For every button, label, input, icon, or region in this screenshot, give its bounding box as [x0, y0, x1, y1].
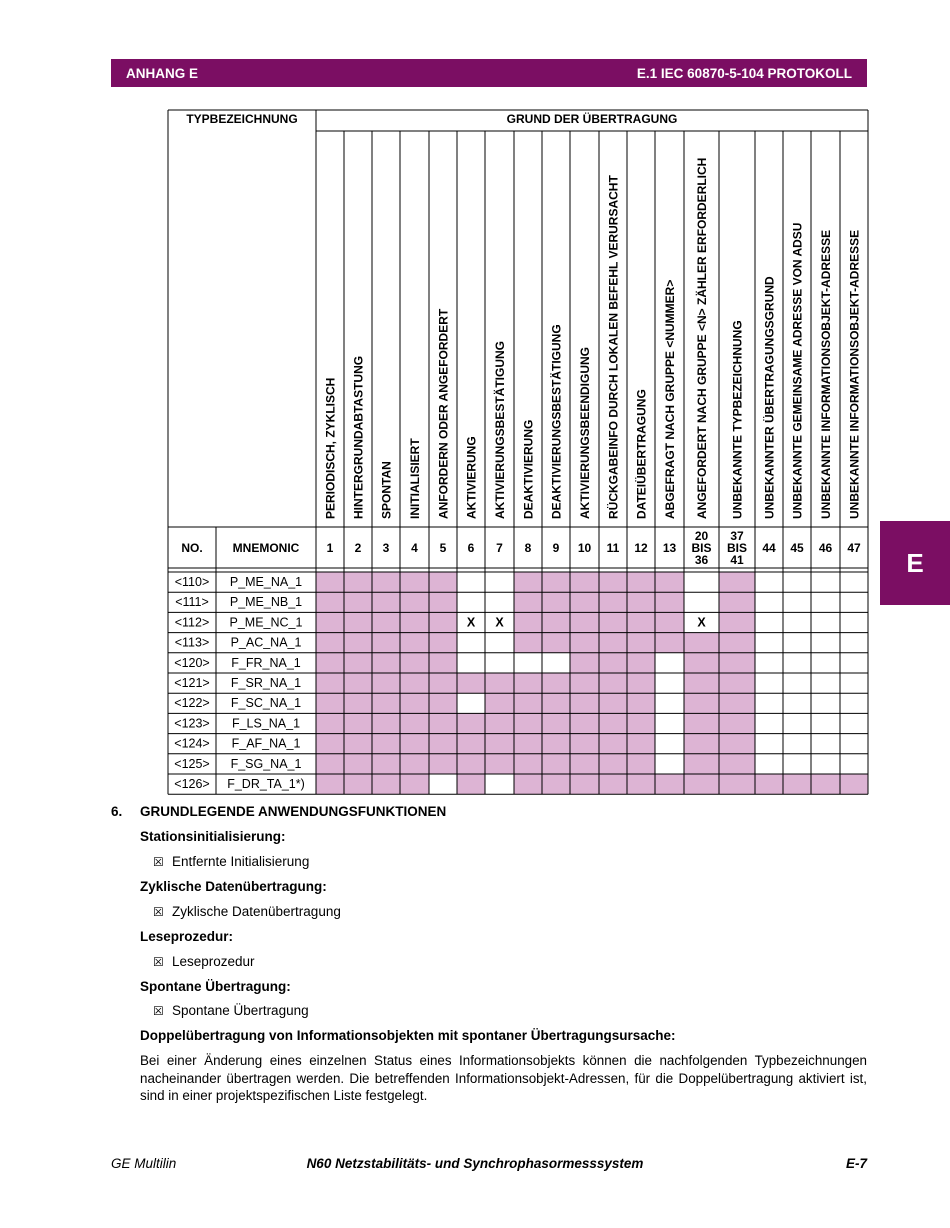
shaded-cell: [655, 612, 684, 632]
shaded-cell: [599, 693, 627, 713]
column-header-label: DATEIÜBERTRAGUNG: [634, 389, 649, 519]
shaded-cell: [400, 713, 429, 733]
row-mnemonic: F_LS_NA_1: [231, 716, 301, 731]
header-appendix-label: ANHANG E: [126, 66, 199, 81]
row-type-number: <112>: [174, 615, 210, 630]
column-number: 37: [730, 529, 744, 543]
shaded-cell: [400, 673, 429, 693]
row-mnemonic: F_SG_NA_1: [230, 756, 302, 771]
column-header-label: RÜCKGABEINFO DURCH LOKALEN BEFEHL VERURSACHT: [606, 175, 621, 519]
shaded-cell: [400, 693, 429, 713]
shaded-cell: [457, 734, 485, 754]
footer-page-number: E-7: [845, 1156, 867, 1171]
shaded-cell: [372, 774, 400, 794]
subheading-cyclic-transfer: Zyklische Datenübertragung:: [140, 879, 327, 894]
shaded-cell: [570, 572, 599, 592]
shaded-cell: [316, 612, 344, 632]
column-number: 1: [326, 541, 334, 555]
column-number: 7: [496, 541, 503, 555]
shaded-cell: [684, 754, 719, 774]
checked-box-icon: ☒: [153, 855, 164, 869]
shaded-cell: [316, 633, 344, 653]
column-number: 2: [354, 541, 362, 555]
row-type-number: <123>: [174, 716, 210, 731]
shaded-cell: [344, 774, 372, 794]
shaded-cell: [542, 754, 570, 774]
shaded-cell: [514, 673, 542, 693]
cell-mark-x: X: [466, 615, 476, 630]
header-transmission-cause: GRUND DER ÜBERTRAGUNG: [506, 112, 678, 126]
shaded-cell: [344, 633, 372, 653]
column-number: 13: [662, 541, 677, 555]
shaded-cell: [542, 713, 570, 733]
shaded-cell: [316, 653, 344, 673]
row-mnemonic: P_AC_NA_1: [230, 635, 302, 650]
shaded-cell: [655, 774, 684, 794]
header-type-designation: TYPBEZEICHNUNG: [186, 112, 298, 126]
column-header-label: ANFORDERN ODER ANGEFORDERT: [436, 308, 451, 519]
column-number: 20: [694, 529, 709, 543]
shaded-cell: [316, 572, 344, 592]
shaded-cell: [599, 673, 627, 693]
shaded-cell: [719, 673, 755, 693]
shaded-cell: [372, 754, 400, 774]
shaded-cell: [542, 774, 570, 794]
column-header-label: PERIODISCH, ZYKLISCH: [323, 377, 338, 519]
cell-mark-x: X: [697, 615, 706, 630]
shaded-cell: [627, 754, 655, 774]
shaded-cell: [400, 754, 429, 774]
shaded-cell: [514, 734, 542, 754]
shaded-cell: [655, 633, 684, 653]
shaded-cell: [719, 693, 755, 713]
header-no: NO.: [181, 541, 203, 555]
column-header-label: UNBEKANNTE INFORMATIONSOBJEKT-ADRESSE: [847, 229, 862, 519]
column-number: 11: [606, 541, 620, 555]
shaded-cell: [599, 754, 627, 774]
shaded-cell: [684, 693, 719, 713]
column-number: 45: [790, 541, 804, 555]
row-mnemonic: F_AF_NA_1: [231, 736, 301, 751]
shaded-cell: [719, 572, 755, 592]
checked-box-icon: ☒: [153, 1004, 164, 1018]
column-number: BIS: [691, 541, 712, 555]
checked-box-icon: ☒: [153, 955, 164, 969]
check-item-cyclic-transfer: [153, 904, 341, 919]
shaded-cell: [570, 633, 599, 653]
shaded-cell: [316, 693, 344, 713]
shaded-cell: [485, 754, 514, 774]
row-mnemonic: F_SC_NA_1: [230, 696, 302, 711]
shaded-cell: [372, 734, 400, 754]
shaded-cell: [627, 653, 655, 673]
column-number: 9: [552, 541, 560, 555]
shaded-cell: [719, 612, 755, 632]
row-type-number: <125>: [174, 756, 210, 771]
row-type-number: <113>: [174, 635, 210, 650]
column-header-label: UNBEKANNTE INFORMATIONSOBJEKT-ADRESSE: [819, 229, 833, 519]
section-heading: [111, 804, 446, 819]
header-mnemonic: MNEMONIC: [232, 541, 300, 555]
subheading-station-init: Stationsinitialisierung:: [140, 829, 286, 844]
shaded-cell: [316, 754, 344, 774]
column-header-label: INITIALISIERT: [408, 438, 422, 519]
row-mnemonic: F_DR_TA_1*): [227, 777, 305, 791]
column-number: 12: [634, 541, 648, 555]
shaded-cell: [627, 592, 655, 612]
shaded-cell: [344, 734, 372, 754]
row-mnemonic: P_ME_NC_1: [229, 615, 303, 630]
column-number: 6: [467, 541, 475, 555]
shaded-cell: [400, 633, 429, 653]
shaded-cell: [400, 572, 429, 592]
shaded-cell: [514, 713, 542, 733]
shaded-cell: [542, 734, 570, 754]
section-title: GRUNDLEGENDE ANWENDUNGSFUNKTIONEN: [140, 804, 447, 819]
row-mnemonic: F_FR_NA_1: [231, 655, 301, 670]
column-header-label: SPONTAN: [379, 461, 394, 519]
shaded-cell: [514, 572, 542, 592]
shaded-cell: [570, 693, 599, 713]
shaded-cell: [316, 774, 344, 794]
section-number: 6.: [111, 804, 123, 819]
row-type-number: <124>: [174, 736, 210, 751]
shaded-cell: [429, 653, 457, 673]
shaded-cell: [457, 713, 485, 733]
shaded-cell: [719, 653, 755, 673]
shaded-cell: [514, 754, 542, 774]
row-type-number: <126>: [174, 777, 210, 791]
shaded-cell: [599, 713, 627, 733]
shaded-cell: [655, 592, 684, 612]
shaded-cell: [570, 734, 599, 754]
check-item-label: Entfernte Initialisierung: [172, 854, 310, 869]
shaded-cell: [599, 734, 627, 754]
check-item-remote-init: [153, 854, 309, 869]
shaded-cell: [599, 774, 627, 794]
shaded-cell: [485, 693, 514, 713]
shaded-cell: [542, 633, 570, 653]
shaded-cell: [542, 693, 570, 713]
checked-box-icon: ☒: [153, 905, 164, 919]
shaded-cell: [429, 754, 457, 774]
column-header-label: DEAKTIVIERUNGSBESTÄTIGUNG: [549, 324, 564, 519]
column-header-label: UNBEKANNTER ÜBERTRAGUNGSGRUND: [762, 276, 777, 519]
shaded-cell: [514, 774, 542, 794]
shaded-cell: [719, 754, 755, 774]
shaded-cell: [627, 612, 655, 632]
shaded-cell: [570, 713, 599, 733]
check-item-label: Leseprozedur: [172, 954, 255, 969]
shaded-cell: [429, 693, 457, 713]
shaded-cell: [719, 633, 755, 653]
column-number: 36: [694, 553, 709, 567]
column-number: 8: [524, 541, 532, 555]
shaded-cell: [719, 592, 755, 612]
row-type-number: <120>: [174, 655, 210, 670]
shaded-cell: [755, 774, 783, 794]
shaded-cell: [316, 734, 344, 754]
column-number: 10: [577, 541, 592, 555]
shaded-cell: [719, 713, 755, 733]
check-item-spontaneous: [153, 1003, 309, 1018]
shaded-cell: [457, 754, 485, 774]
shaded-cell: [811, 774, 840, 794]
shaded-cell: [627, 633, 655, 653]
shaded-cell: [316, 713, 344, 733]
shaded-cell: [599, 612, 627, 632]
body-paragraph: Bei einer Änderung eines einzelnen Status eines Informationsobjekts können die nachfolgenden Typbezeichnungen nacheinander übertragen werden. Die betreffenden Informationsobjekt-Adressen, für die Doppelübertragung aktiviert ist, sind in einer projektspezifischen Liste festgelegt.: [140, 1053, 867, 1103]
column-header-label: ABGEFRAGT NACH GRUPPE <NUMMER>: [663, 279, 677, 519]
check-item-label: Zyklische Datenübertragung: [172, 904, 341, 919]
column-header-label: AKTIVIERUNGSBESTÄTIGUNG: [493, 340, 507, 519]
shaded-cell: [344, 754, 372, 774]
shaded-cell: [783, 774, 811, 794]
shaded-cell: [570, 774, 599, 794]
shaded-cell: [344, 713, 372, 733]
side-chapter-tab: E: [880, 521, 950, 605]
shaded-cell: [372, 592, 400, 612]
shaded-cell: [719, 774, 755, 794]
subheading-spontaneous: Spontane Übertragung:: [140, 979, 291, 994]
column-header-label: ANGEFORDERT NACH GRUPPE <N> ZÄHLER ERFORDERLICH: [695, 157, 709, 519]
shaded-cell: [372, 693, 400, 713]
shaded-cell: [599, 653, 627, 673]
shaded-cell: [372, 713, 400, 733]
row-type-number: <121>: [174, 676, 210, 690]
column-header-label: UNBEKANNTE TYPBEZEICHNUNG: [730, 320, 745, 519]
column-number: 47: [847, 541, 861, 555]
shaded-cell: [627, 734, 655, 754]
column-number: 4: [411, 541, 418, 555]
column-number: 41: [730, 553, 744, 567]
row-type-number: <110>: [174, 575, 210, 589]
shaded-cell: [400, 653, 429, 673]
column-header-label: DEAKTIVIERUNG: [521, 419, 536, 519]
shaded-cell: [400, 612, 429, 632]
shaded-cell: [599, 633, 627, 653]
shaded-cell: [684, 713, 719, 733]
shaded-cell: [570, 612, 599, 632]
column-header-label: UNBEKANNTE GEMEINSAME ADRESSE VON ADSU: [790, 222, 805, 519]
shaded-cell: [655, 572, 684, 592]
check-item-label: Spontane Übertragung: [172, 1003, 309, 1018]
shaded-cell: [627, 713, 655, 733]
shaded-cell: [316, 592, 344, 612]
shaded-cell: [344, 693, 372, 713]
shaded-cell: [344, 572, 372, 592]
shaded-cell: [599, 592, 627, 612]
shaded-cell: [684, 633, 719, 653]
shaded-cell: [316, 673, 344, 693]
shaded-cell: [542, 592, 570, 612]
subheading-read-procedure: Leseprozedur:: [140, 929, 234, 944]
shaded-cell: [429, 592, 457, 612]
shaded-cell: [485, 673, 514, 693]
shaded-cell: [344, 592, 372, 612]
shaded-cell: [599, 572, 627, 592]
shaded-cell: [514, 612, 542, 632]
shaded-cell: [684, 774, 719, 794]
shaded-cell: [400, 774, 429, 794]
shaded-cell: [372, 633, 400, 653]
shaded-cell: [429, 612, 457, 632]
shaded-cell: [372, 653, 400, 673]
shaded-cell: [429, 572, 457, 592]
shaded-cell: [627, 572, 655, 592]
column-header-label: HINTERGRUNDABTASTUNG: [351, 355, 366, 519]
shaded-cell: [372, 612, 400, 632]
column-number: BIS: [726, 541, 748, 555]
shaded-cell: [372, 673, 400, 693]
shaded-cell: [429, 734, 457, 754]
shaded-cell: [344, 653, 372, 673]
shaded-cell: [570, 673, 599, 693]
shaded-cell: [840, 774, 868, 794]
shaded-cell: [684, 734, 719, 754]
shaded-cell: [429, 713, 457, 733]
row-mnemonic: P_ME_NB_1: [229, 595, 303, 610]
shaded-cell: [485, 713, 514, 733]
shaded-cell: [542, 673, 570, 693]
shaded-cell: [429, 633, 457, 653]
shaded-cell: [684, 673, 719, 693]
footer-company: GE Multilin: [111, 1156, 177, 1171]
row-type-number: <111>: [175, 595, 209, 610]
check-item-read-procedure: [153, 954, 255, 969]
header-section-label: E.1 IEC 60870-5-104 PROTOKOLL: [636, 66, 852, 81]
column-header-label: AKTIVIERUNGSBEENDIGUNG: [578, 346, 592, 519]
shaded-cell: [485, 734, 514, 754]
shaded-cell: [457, 774, 485, 794]
shaded-cell: [400, 734, 429, 754]
shaded-cell: [627, 693, 655, 713]
shaded-cell: [514, 592, 542, 612]
cell-mark-x: X: [495, 615, 504, 630]
shaded-cell: [400, 592, 429, 612]
shaded-cell: [542, 572, 570, 592]
shaded-cell: [514, 633, 542, 653]
shaded-cell: [684, 653, 719, 673]
shaded-cell: [429, 673, 457, 693]
row-mnemonic: P_ME_NA_1: [229, 575, 303, 589]
shaded-cell: [344, 612, 372, 632]
row-mnemonic: F_SR_NA_1: [230, 676, 302, 690]
row-type-number: <122>: [174, 696, 210, 711]
shaded-cell: [570, 754, 599, 774]
shaded-cell: [570, 653, 599, 673]
shaded-cell: [627, 673, 655, 693]
shaded-cell: [514, 693, 542, 713]
column-number: 46: [818, 541, 833, 555]
column-header-label: AKTIVIERUNG: [464, 436, 479, 519]
column-number: 5: [439, 541, 447, 555]
shaded-cell: [719, 734, 755, 754]
shaded-cell: [570, 592, 599, 612]
footer-manual-title: N60 Netzstabilitäts- und Synchrophasormesssystem: [306, 1156, 644, 1171]
column-number: 3: [382, 541, 390, 555]
subheading-double-transmission: Doppelübertragung von Informationsobjekten mit spontaner Übertragungsursache:: [140, 1028, 676, 1043]
shaded-cell: [344, 673, 372, 693]
shaded-cell: [542, 612, 570, 632]
column-number: 44: [762, 541, 776, 555]
shaded-cell: [627, 774, 655, 794]
shaded-cell: [457, 673, 485, 693]
shaded-cell: [372, 572, 400, 592]
